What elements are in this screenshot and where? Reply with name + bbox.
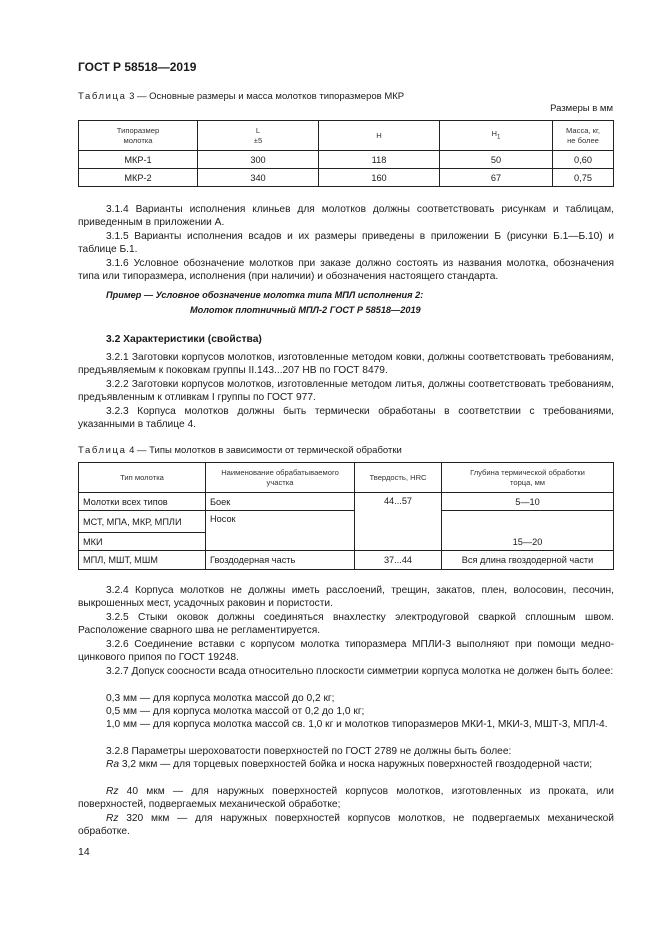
table4-caption-text: 4 — Типы молотков в зависимости от термической обработки bbox=[126, 445, 402, 456]
table-cell: Вся длина гвоздодерной части bbox=[442, 551, 614, 570]
table-row bbox=[79, 493, 614, 511]
example-line: Пример — Условное обозначение молотка типа МПЛ исполнения 2: bbox=[106, 290, 424, 300]
tolerance-item-2: 0,5 мм — для корпуса молотка массой от 0,2 до 1,0 кг; bbox=[106, 706, 365, 717]
ra-text: 3,2 мкм — для торцевых поверхностей бойка и носка наружных поверхностей гвоздодерной части; bbox=[119, 759, 593, 770]
paragraph-3-2-1: 3.2.1 Заготовки корпусов молотков, изготовленные методом ковки, должны соответствовать требованиям, предъявляемым к поковкам группы II.143...207 НВ по ГОСТ 8479. bbox=[78, 352, 614, 377]
paragraph-3-2-2: 3.2.2 Заготовки корпусов молотков, изготовленные методом литья, должны соответствовать требованиям, предъявленным к отливкам I группы по ГОСТ 977. bbox=[78, 379, 614, 404]
table-cell: МКР-2 bbox=[79, 169, 198, 187]
section-heading-3-2: 3.2 Характеристики (свойства) bbox=[106, 334, 262, 345]
table3-header-l: L ±5 bbox=[198, 121, 319, 151]
table4-header-type: Тип молотка bbox=[79, 463, 206, 493]
table-cell: МКР-1 bbox=[79, 151, 198, 169]
tolerance-item-1: 0,3 мм — для корпуса молотка массой до 0,2 кг; bbox=[106, 693, 335, 704]
table-row bbox=[79, 511, 614, 533]
tolerance-item-3: 1,0 мм — для корпуса молотка массой св. 1,0 кг и молотков типоразмеров МКИ-1, МКИ-3, МШТ-3, МПЛ-4. bbox=[106, 719, 608, 730]
paragraph-3-1-4: 3.1.4 Варианты исполнения клиньев для молотков должны соответствовать рисункам и таблицам, приведенным в приложении А. bbox=[78, 204, 614, 229]
table-cell: Носок bbox=[206, 511, 355, 551]
table4-header-row bbox=[79, 463, 614, 493]
table-row bbox=[79, 551, 614, 570]
table-cell: 37...44 bbox=[355, 551, 442, 570]
table-cell: 0,75 bbox=[553, 169, 614, 187]
rz-symbol: Rz bbox=[106, 786, 119, 797]
ra-symbol: Ra bbox=[106, 759, 120, 770]
table-cell: 118 bbox=[319, 151, 440, 169]
table3-units-note: Размеры в мм bbox=[550, 103, 613, 114]
table3-caption-word: Таблица bbox=[78, 91, 127, 102]
table-cell: МКИ bbox=[79, 533, 206, 551]
roughness-rz-40 bbox=[78, 785, 614, 812]
table3-header-type: Типоразмер молотка bbox=[79, 121, 198, 151]
table-cell: 5—10 bbox=[442, 493, 614, 511]
table3-header-mass: Масса, кг, не более bbox=[553, 121, 614, 151]
roughness-rz-320 bbox=[78, 812, 614, 839]
table-cell: Боек bbox=[206, 493, 355, 511]
table4-header-hardness: Твердость, HRC bbox=[355, 463, 442, 493]
table4-caption bbox=[78, 445, 402, 456]
table3-header-row bbox=[79, 121, 614, 151]
roughness-ra bbox=[78, 758, 614, 771]
table-cell: 15—20 bbox=[442, 511, 614, 551]
table-row bbox=[79, 151, 614, 169]
paragraph-3-2-6: 3.2.6 Соединение вставки с корпусом молотка типоразмера МПЛИ-3 выполняют при помощи медно-цинкового припоя по ГОСТ 19248. bbox=[78, 639, 614, 664]
table-cell: Гвоздодерная часть bbox=[206, 551, 355, 570]
paragraph-3-2-3: 3.2.3 Корпуса молотков должны быть термически обработаны в соответствии с требованиями, указанными в таблице 4. bbox=[78, 406, 614, 431]
table-cell: 340 bbox=[198, 169, 319, 187]
rz-40-text: 40 мкм — для наружных поверхностей корпусов молотков, изготовленных из проката, или поверхностей, подвергаемых механической обработке; bbox=[78, 786, 614, 811]
page-number: 14 bbox=[78, 846, 90, 858]
paragraph-3-2-7: 3.2.7 Допуск соосности всада относительно плоскости симметрии корпуса молотка не должен быть более: bbox=[106, 666, 614, 677]
table-cell: МСТ, МПА, МКР, МПЛИ bbox=[79, 511, 206, 533]
paragraph-3-2-4: 3.2.4 Корпуса молотков не должны иметь расслоений, трещин, закатов, плен, волосовин, песочин, выкрошенных мест, усадочных раковин и пористости. bbox=[78, 585, 614, 610]
table3-header-h: H bbox=[319, 121, 440, 151]
table-cell: МПЛ, МШТ, МШМ bbox=[79, 551, 206, 570]
example-designation: Молоток плотничный МПЛ-2 ГОСТ Р 58518—2019 bbox=[190, 305, 421, 315]
table-cell: Молотки всех типов bbox=[79, 493, 206, 511]
table4 bbox=[78, 462, 614, 570]
table4-caption-word: Таблица bbox=[78, 445, 127, 456]
table-cell: 0,60 bbox=[553, 151, 614, 169]
paragraph-3-1-5: 3.1.5 Варианты исполнения всадов и их размеры приведены в приложении Б (рисунки Б.1—Б.10) и таблице Б.1. bbox=[78, 231, 614, 256]
table3-caption bbox=[78, 91, 404, 102]
table4-header-area: Наименование обрабатываемого участка bbox=[206, 463, 355, 493]
table-cell: 44...57 bbox=[355, 493, 442, 551]
table-cell: 50 bbox=[440, 151, 553, 169]
table-cell: 300 bbox=[198, 151, 319, 169]
table-cell: 67 bbox=[440, 169, 553, 187]
table-row bbox=[79, 169, 614, 187]
table-cell: 160 bbox=[319, 169, 440, 187]
paragraph-3-1-6: 3.1.6 Условное обозначение молотков при заказе должно состоять из названия молотка, обозначения типа или типоразмера, исполнения (при наличии) и обозначения настоящего стандарта. bbox=[78, 258, 614, 283]
paragraph-3-2-8: 3.2.8 Параметры шероховатости поверхностей по ГОСТ 2789 не должны быть более: bbox=[106, 746, 512, 757]
table3-header-h1: $H_1$ bbox=[440, 121, 553, 151]
paragraph-3-2-5: 3.2.5 Стыки оковок должны соединяться внахлестку электродуговой сваркой сплошным швом. Расположение сварного шва не регламентируется. bbox=[78, 612, 614, 637]
table4-header-depth: Глубина термической обработки торца, мм bbox=[442, 463, 614, 493]
rz-320-text: 320 мкм — для наружных поверхностей корпусов молотков, не подвергаемых механической обработке. bbox=[78, 813, 614, 838]
standard-designation: ГОСТ Р 58518—2019 bbox=[78, 60, 197, 74]
table3 bbox=[78, 120, 614, 187]
table3-caption-text: 3 — Основные размеры и масса молотков типоразмеров МКР bbox=[126, 91, 405, 102]
rz-symbol: Rz bbox=[106, 813, 119, 824]
